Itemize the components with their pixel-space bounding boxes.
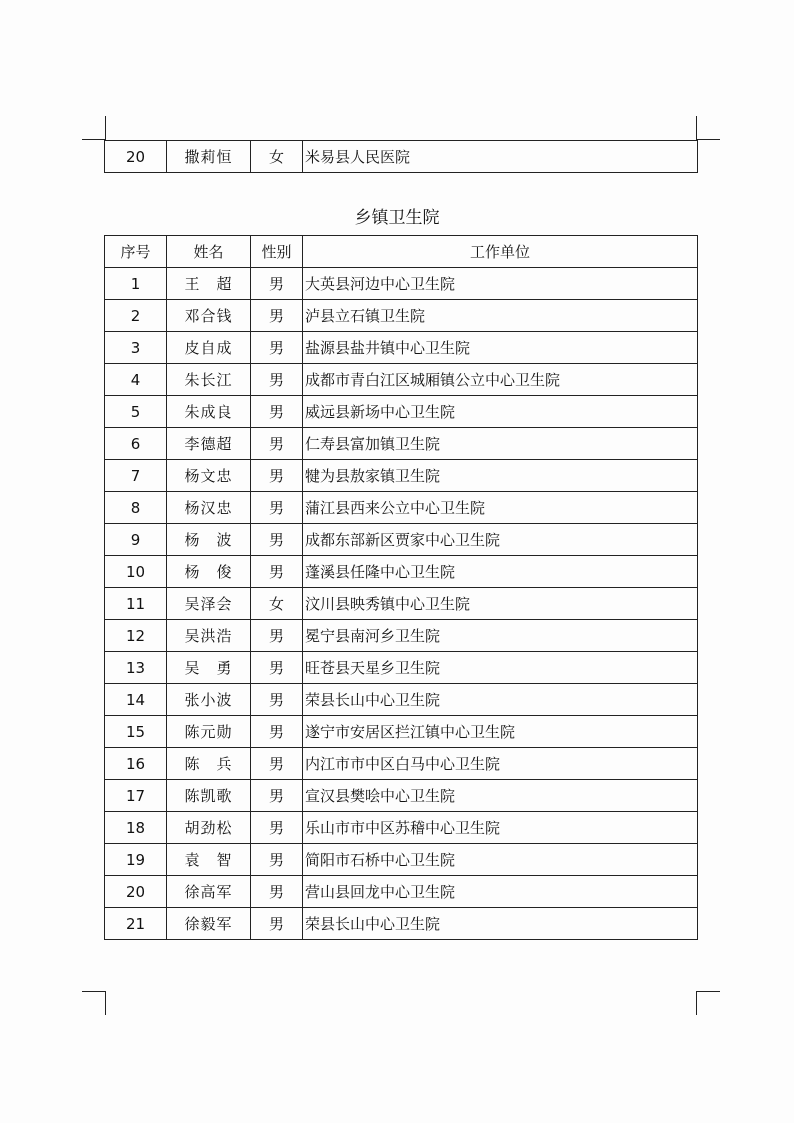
crop-mark-top-right-v <box>696 116 697 140</box>
cell-name: 王 超 <box>167 268 251 300</box>
cell-gender: 男 <box>251 812 303 844</box>
section-title: 乡镇卫生院 <box>354 208 440 228</box>
cell-gender: 男 <box>251 908 303 940</box>
cell-unit: 成都市青白江区城厢镇公立中心卫生院 <box>303 364 698 396</box>
table-row <box>105 748 698 780</box>
cell-unit: 遂宁市安居区拦江镇中心卫生院 <box>303 716 698 748</box>
table-row <box>105 812 698 844</box>
cell-gender: 男 <box>251 524 303 556</box>
crop-mark-top-left-h <box>82 139 105 140</box>
cell-gender: 男 <box>251 684 303 716</box>
cell-no: 10 <box>105 556 167 588</box>
cell-name: 吴泽会 <box>167 588 251 620</box>
cell-unit: 蒲江县西来公立中心卫生院 <box>303 492 698 524</box>
table-row <box>105 396 698 428</box>
cell-gender: 男 <box>251 748 303 780</box>
cell-gender: 男 <box>251 460 303 492</box>
cell-name: 陈 兵 <box>167 748 251 780</box>
cell-name: 徐高军 <box>167 876 251 908</box>
cell-gender: 男 <box>251 364 303 396</box>
table-row <box>105 332 698 364</box>
table-row <box>105 620 698 652</box>
table-row <box>105 556 698 588</box>
cell-gender: 女 <box>251 588 303 620</box>
cell-gender: 女 <box>251 141 303 173</box>
cell-no: 20 <box>105 141 167 173</box>
table-row <box>105 684 698 716</box>
table-row <box>105 460 698 492</box>
cell-no: 6 <box>105 428 167 460</box>
cell-no: 19 <box>105 844 167 876</box>
cell-no: 9 <box>105 524 167 556</box>
table-row <box>105 524 698 556</box>
table-row <box>105 268 698 300</box>
cell-no: 17 <box>105 780 167 812</box>
cell-gender: 男 <box>251 844 303 876</box>
cell-unit: 仁寿县富加镇卫生院 <box>303 428 698 460</box>
township-hospital-table <box>104 235 698 940</box>
cell-name: 皮自成 <box>167 332 251 364</box>
cell-no: 7 <box>105 460 167 492</box>
cell-unit: 宣汉县樊哙中心卫生院 <box>303 780 698 812</box>
header-no: 序号 <box>105 236 167 268</box>
table-row <box>105 428 698 460</box>
cell-gender: 男 <box>251 492 303 524</box>
cell-name: 陈凯歌 <box>167 780 251 812</box>
cell-unit: 大英县河边中心卫生院 <box>303 268 698 300</box>
crop-mark-top-right-h <box>697 139 720 140</box>
cell-name: 朱成良 <box>167 396 251 428</box>
cell-no: 1 <box>105 268 167 300</box>
cell-name: 吴 勇 <box>167 652 251 684</box>
cell-gender: 男 <box>251 780 303 812</box>
cell-gender: 男 <box>251 620 303 652</box>
cell-unit: 米易县人民医院 <box>303 141 698 173</box>
cell-no: 13 <box>105 652 167 684</box>
cell-name: 袁 智 <box>167 844 251 876</box>
cell-unit: 蓬溪县任隆中心卫生院 <box>303 556 698 588</box>
cell-no: 20 <box>105 876 167 908</box>
cell-no: 11 <box>105 588 167 620</box>
header-unit: 工作单位 <box>303 236 698 268</box>
cell-no: 8 <box>105 492 167 524</box>
table-row <box>105 652 698 684</box>
table-row <box>105 588 698 620</box>
cell-unit: 冕宁县南河乡卫生院 <box>303 620 698 652</box>
crop-mark-bottom-right-v <box>696 991 697 1015</box>
cell-unit: 乐山市市中区苏稽中心卫生院 <box>303 812 698 844</box>
cell-unit: 简阳市石桥中心卫生院 <box>303 844 698 876</box>
cell-gender: 男 <box>251 396 303 428</box>
cell-no: 16 <box>105 748 167 780</box>
table-row <box>105 780 698 812</box>
cell-unit: 旺苍县天星乡卫生院 <box>303 652 698 684</box>
cell-unit: 成都东部新区贾家中心卫生院 <box>303 524 698 556</box>
cell-no: 18 <box>105 812 167 844</box>
cell-unit: 威远县新场中心卫生院 <box>303 396 698 428</box>
cell-no: 21 <box>105 908 167 940</box>
cell-name: 朱长江 <box>167 364 251 396</box>
cell-gender: 男 <box>251 556 303 588</box>
cell-name: 徐毅军 <box>167 908 251 940</box>
header-name: 姓名 <box>167 236 251 268</box>
header-gender: 性别 <box>251 236 303 268</box>
cell-gender: 男 <box>251 876 303 908</box>
crop-mark-bottom-left-h <box>82 991 106 992</box>
cell-name: 胡劲松 <box>167 812 251 844</box>
table-row <box>105 908 698 940</box>
crop-mark-bottom-right-h <box>696 991 720 992</box>
cell-name: 吴洪浩 <box>167 620 251 652</box>
table-header-row <box>105 236 698 268</box>
crop-mark-top-left-v <box>105 116 106 140</box>
cell-name: 张小波 <box>167 684 251 716</box>
table-row <box>105 716 698 748</box>
cell-unit: 内江市市中区白马中心卫生院 <box>303 748 698 780</box>
cell-name: 杨汉忠 <box>167 492 251 524</box>
cell-unit: 盐源县盐井镇中心卫生院 <box>303 332 698 364</box>
cell-gender: 男 <box>251 428 303 460</box>
cell-unit: 荣县长山中心卫生院 <box>303 908 698 940</box>
cell-no: 5 <box>105 396 167 428</box>
table-row <box>105 492 698 524</box>
cell-no: 12 <box>105 620 167 652</box>
cell-name: 李德超 <box>167 428 251 460</box>
cell-name: 陈元勋 <box>167 716 251 748</box>
table-row <box>105 141 698 173</box>
table-row <box>105 844 698 876</box>
cell-unit: 荣县长山中心卫生院 <box>303 684 698 716</box>
previous-section-table-tail <box>104 140 698 173</box>
cell-no: 4 <box>105 364 167 396</box>
cell-gender: 男 <box>251 268 303 300</box>
cell-unit: 汶川县映秀镇中心卫生院 <box>303 588 698 620</box>
cell-unit: 泸县立石镇卫生院 <box>303 300 698 332</box>
cell-no: 3 <box>105 332 167 364</box>
cell-no: 14 <box>105 684 167 716</box>
cell-no: 15 <box>105 716 167 748</box>
cell-gender: 男 <box>251 716 303 748</box>
table-row <box>105 876 698 908</box>
cell-name: 杨 波 <box>167 524 251 556</box>
table-row <box>105 364 698 396</box>
cell-name: 撒莉恒 <box>167 141 251 173</box>
cell-name: 邓合钱 <box>167 300 251 332</box>
table-row <box>105 300 698 332</box>
cell-no: 2 <box>105 300 167 332</box>
cell-unit: 营山县回龙中心卫生院 <box>303 876 698 908</box>
cell-gender: 男 <box>251 652 303 684</box>
crop-mark-bottom-left-v <box>105 991 106 1015</box>
cell-name: 杨 俊 <box>167 556 251 588</box>
cell-unit: 犍为县敖家镇卫生院 <box>303 460 698 492</box>
cell-gender: 男 <box>251 332 303 364</box>
cell-gender: 男 <box>251 300 303 332</box>
cell-name: 杨文忠 <box>167 460 251 492</box>
